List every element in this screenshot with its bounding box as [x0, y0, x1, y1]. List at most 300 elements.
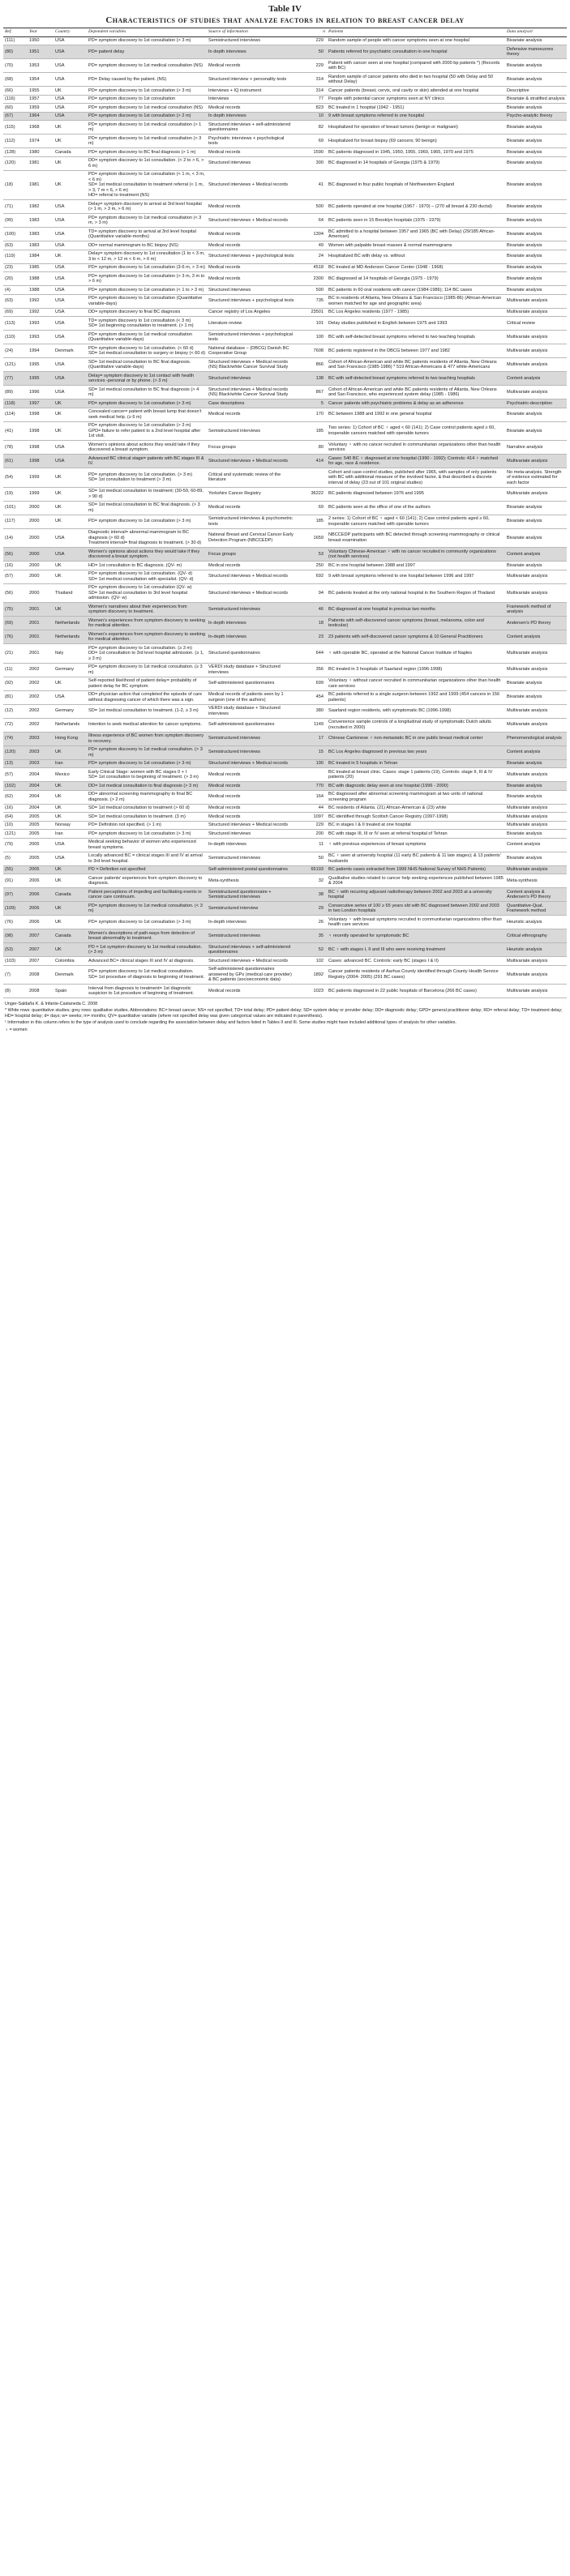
cell-ref: (41): [3, 421, 28, 441]
cell-patients: Two series: 1) Cohort of BC ♀ aged < 60 (141); 2) Case control patients aged ≥ 60, inoperable cancers matched with operable tumors: [327, 421, 505, 441]
cell-source: Semistructured interviews: [207, 732, 296, 745]
cell-ref: (116): [3, 95, 28, 104]
cell-country: Germany: [54, 663, 87, 677]
cell-patients: Consecutive series of 100 ≥ 65 years old with BC diagnosed between 2002 and 2003 in two London hospitals: [327, 902, 505, 916]
cell-patients: Voluntary ♀ without cancer recruited in communitarian organizations other than health care services: [327, 677, 505, 690]
cell-data-analysis: Multivariate analysis: [505, 294, 567, 308]
cell-patients: 23 patients with self-discovered cancer symptoms & 10 General Practitioners: [327, 630, 505, 644]
cell-ref: (69): [3, 617, 28, 630]
table-row: [3, 331, 567, 344]
cell-patients: 9 with breast symptoms referred to one hospital between 1996 and 1997: [327, 570, 505, 583]
cell-country: USA: [54, 112, 87, 121]
table-row: [3, 562, 567, 570]
table-row: [3, 603, 567, 617]
cell-year: 2007: [28, 929, 54, 943]
cell-ref: (101): [3, 501, 28, 515]
cell-year: 2004: [28, 768, 54, 782]
table-row: [3, 241, 567, 250]
table-row: [3, 148, 567, 157]
cell-data-analysis: Multivariate analysis: [505, 644, 567, 664]
cell-dependent-variables: PD= symptom discovery to 1st medical consultation. (< 3 m): [87, 902, 207, 916]
cell-source: In-depth interviews: [207, 838, 296, 852]
table-row: [3, 263, 567, 272]
cell-patients: BC Los Angeles diagnosed in previous two years: [327, 745, 505, 759]
cell-source: Interviews: [207, 95, 296, 104]
cell-dependent-variables: Advanced BC clinical stage= patients with BC stages III & IV.: [87, 455, 207, 468]
cell-dependent-variables: PD= patient delay: [87, 45, 207, 59]
cell-dependent-variables: Self-reported likelihood of patient delay= probability of patient delay for BC symptom.: [87, 677, 207, 690]
cell-data-analysis: Multivariate analysis: [505, 663, 567, 677]
cell-country: UK: [54, 562, 87, 570]
cell-year: 1982: [28, 200, 54, 214]
cell-source: Structured interviews + Medical records: [207, 821, 296, 830]
cell-dependent-variables: PD= symptom discovery to 1st medical consultation (Quantitative variable-days): [87, 331, 207, 344]
cell-data-analysis: Bivariate analysis: [505, 782, 567, 791]
table-row: [3, 386, 567, 399]
cell-n: 644: [296, 644, 327, 664]
cell-country: USA: [54, 241, 87, 250]
cell-country: UK: [54, 399, 87, 408]
cell-source: Literature review: [207, 317, 296, 331]
table-row: [3, 455, 567, 468]
cell-ref: (75): [3, 603, 28, 617]
cell-ref: (114): [3, 408, 28, 421]
cell-n: 23: [296, 630, 327, 644]
cell-n: 10: [296, 112, 327, 121]
cell-patients: BC with self-detected breast symptoms referred to two teaching hospitals: [327, 372, 505, 386]
cell-source: Yorkshire Cancer Registry: [207, 487, 296, 501]
cell-n: 36222: [296, 487, 327, 501]
cell-source: Medical records: [207, 985, 296, 998]
cell-dependent-variables: SD= 1st medical consultation to treatment. (3 m): [87, 813, 207, 822]
cell-patients: NBCCEDP participants with BC detected through screening mammography or clinical breast examination: [327, 528, 505, 548]
cell-dependent-variables: PD= symptom discovery to 1st consultation (> 3 m) GPD= failure to refer patient to a 2nd level hospital after 1st visit.: [87, 421, 207, 441]
cell-dependent-variables: PD= symptom discovery to 1st consultation (> 3 m): [87, 759, 207, 768]
cell-data-analysis: Bivariate analysis: [505, 156, 567, 170]
cell-data-analysis: Bivariate & stratified analysis: [505, 95, 567, 104]
cell-n: 49: [296, 241, 327, 250]
cell-n: 5: [296, 399, 327, 408]
cell-patients: Patient with cancer seen at one hospital (compared with 2000 bp patients *) (Records with BC): [327, 59, 505, 73]
cell-patients: BC patients diagnosed in 1945, 1950, 1955, 1960, 1965, 1970 and 1975: [327, 148, 505, 157]
cell-data-analysis: Defensive manoeuvres theory: [505, 45, 567, 59]
cell-dependent-variables: PD= symptom discovery to 1st medical consultation (NS): [87, 104, 207, 113]
cell-source: Structured interviews + Medical records: [207, 583, 296, 603]
cell-n: 26: [296, 916, 327, 929]
footnotes: [3, 1002, 567, 1032]
cell-n: [296, 768, 327, 782]
column-header-ref: Ref.: [3, 28, 28, 37]
cell-n: 229: [296, 36, 327, 45]
cell-data-analysis: Bivariate analysis: [505, 241, 567, 250]
cell-patients: Voluntary ♀ with breast symptoms recruited in communitarian organizations other than health care services: [327, 916, 505, 929]
cell-source: Self-administered questionnaires: [207, 718, 296, 732]
cell-patients: BC in residents of Atlanta, New Orleans & San Francisco (1985-86) (African-American women matched for age and geographic area): [327, 294, 505, 308]
cell-dependent-variables: PD= symptom discovery to 1st consultation. (< 60 d) SD= 1st medical consultation to surgery or biopsy (< 60 d): [87, 344, 207, 358]
cell-source: Semistructured interviews + psychological tests: [207, 331, 296, 344]
cell-dependent-variables: PD= symptom discovery to 1st consultation (Quantitative variable-days): [87, 294, 207, 308]
cell-n: 380: [296, 704, 327, 718]
cell-data-analysis: Multivariate analysis: [505, 718, 567, 732]
cell-source: Medical records: [207, 272, 296, 286]
cell-ref: (4): [3, 286, 28, 295]
cell-ref: (113): [3, 317, 28, 331]
cell-dependent-variables: PD= symptom discovery to BC final diagnosis (> 1 m): [87, 148, 207, 157]
cell-n: 69: [296, 135, 327, 148]
cell-source: Structured interviews: [207, 286, 296, 295]
cell-country: USA: [54, 317, 87, 331]
cell-ref: (18): [3, 170, 28, 200]
cell-year: 1951: [28, 45, 54, 59]
cell-dependent-variables: Women's opinions about actions they would take if they discovered a breast symptom.: [87, 441, 207, 455]
cell-data-analysis: Bivariate analysis: [505, 286, 567, 295]
cell-year: 1980: [28, 148, 54, 157]
cell-ref: (109): [3, 902, 28, 916]
cell-n: 18: [296, 617, 327, 630]
column-header-year: Year: [28, 28, 54, 37]
cell-dependent-variables: DD= abnormal screening mammography to final BC diagnosis. (> 2 m): [87, 790, 207, 804]
cell-patients: ♀ with operable BC, operated at the National Cancer Institute of Naples: [327, 644, 505, 664]
cell-n: 24: [296, 250, 327, 263]
cell-ref: (100): [3, 228, 28, 241]
cell-data-analysis: Bivariate analysis: [505, 250, 567, 263]
cell-patients: Voluntary Chinese-American ♀ with no cancer recruited in community organizations (not health services): [327, 548, 505, 562]
table-row: [3, 704, 567, 718]
cell-n: 15: [296, 745, 327, 759]
cell-patients: BC treated in 5 hospitals in Tehran: [327, 759, 505, 768]
cell-patients: BC admitted to a hospital between 1957 and 1965 (BC with Delay) (29/185 African-American): [327, 228, 505, 241]
cell-source: Semistructured interview: [207, 902, 296, 916]
cell-data-analysis: Bivariate analysis: [505, 501, 567, 515]
cell-data-analysis: Bivariate analysis: [505, 677, 567, 690]
cell-n: 7608: [296, 344, 327, 358]
cell-ref: (57): [3, 768, 28, 782]
cell-data-analysis: Bivariate analysis: [505, 562, 567, 570]
table-row: [3, 874, 567, 888]
cell-year: 1974: [28, 135, 54, 148]
footnote-women: ♀ = women: [5, 1027, 28, 1032]
cell-patients: BC patients treated at the only national hospital in the Southern Region of Thailand: [327, 583, 505, 603]
table-row: [3, 317, 567, 331]
cell-data-analysis: Multivariate analysis: [505, 704, 567, 718]
cell-ref: (60): [3, 104, 28, 113]
cell-dependent-variables: DD= 1st medical consultation to final diagnosis (> 3 m): [87, 782, 207, 791]
cell-dependent-variables: Cancer patients' experiences from symptom discovery to diagnosis.: [87, 874, 207, 888]
cell-patients: BC ♀ seen at university hospital (11 early BC patients & 11 late stages); & 13 patients' husbands: [327, 852, 505, 865]
cell-year: 1953: [28, 59, 54, 73]
cell-patients: BC patients diagnosed between 1976 and 1995: [327, 487, 505, 501]
cell-patients: BC ♀ with recurring adjuvant radiotherapy between 2002 and 2003 at a university hospital: [327, 888, 505, 902]
cell-dependent-variables: PD= symptom discovery to 1st medical consultation. (> 3 m): [87, 745, 207, 759]
cell-source: In-depth interviews: [207, 630, 296, 644]
cell-n: 101: [296, 317, 327, 331]
cell-source: Structured interviews: [207, 156, 296, 170]
cell-country: USA: [54, 852, 87, 865]
cell-patients: Cohort of African-American and white BC patients residents of Atlanta, New Orleans and San Francisco (1985-1986) * 519 African-Americans & 477 white-Americans: [327, 358, 505, 372]
cell-source: Semistructured interviews: [207, 745, 296, 759]
cell-year: 1997: [28, 399, 54, 408]
cell-ref: (97): [3, 888, 28, 902]
cell-year: 2005: [28, 830, 54, 839]
cell-data-analysis: Bivariate analysis: [505, 135, 567, 148]
cell-source: Semistructured interviews: [207, 421, 296, 441]
cell-country: USA: [54, 263, 87, 272]
cell-ref: (11): [3, 663, 28, 677]
cell-year: 1983: [28, 214, 54, 228]
table-row: [3, 838, 567, 852]
cell-ref: (64): [3, 813, 28, 822]
cell-country: USA: [54, 358, 87, 372]
cell-dependent-variables: SD= 1st medical consultation to treatment; (30-59, 60-89, > 90 d): [87, 487, 207, 501]
cell-patients: BC Los Angeles residents (1977 - 1985): [327, 308, 505, 317]
cell-patients: BC diagnosed at 14 hospitals of Georgia (1975 - 1979): [327, 272, 505, 286]
cell-ref: (120): [3, 156, 28, 170]
cell-dependent-variables: Women's narratives about their experiences from symptom discovery to treatment.: [87, 603, 207, 617]
cell-country: Canada: [54, 148, 87, 157]
cell-ref: (61): [3, 455, 28, 468]
cell-ref: (8): [3, 985, 28, 998]
cell-patients: Patients with self-discovered cancer symptoms (breast, melanoma, colon and testicular): [327, 617, 505, 630]
cell-year: 1988: [28, 272, 54, 286]
cell-n: 17: [296, 732, 327, 745]
table-row: [3, 690, 567, 704]
table-row: [3, 830, 567, 839]
cell-patients: Chinese Cantonese ♀ non-metastatic BC in one public breast medical center: [327, 732, 505, 745]
cell-dependent-variables: PD= symptom discovery to 1st consultation. (> 3 m) SD= 1st consultation to treatment (> 3 m): [87, 468, 207, 488]
cell-patients: BC identified through Scottish Cancer Registry (1997-1998): [327, 813, 505, 822]
cell-source: Structured interviews + Medical records: [207, 455, 296, 468]
cell-source: Medical records: [207, 228, 296, 241]
cell-ref: (72): [3, 718, 28, 732]
cell-year: 2006: [28, 888, 54, 902]
cell-country: USA: [54, 294, 87, 308]
cell-source: Self-administered questionnaires: [207, 677, 296, 690]
cell-data-analysis: Descriptive: [505, 87, 567, 96]
cell-country: UK: [54, 865, 87, 874]
table-row: [3, 821, 567, 830]
cell-country: UK: [54, 408, 87, 421]
cell-country: UK: [54, 790, 87, 804]
cell-patients: BC diagnosed in four public hospitals of Northwestern England: [327, 170, 505, 200]
table-label: Table IV: [268, 4, 302, 14]
cell-ref: (91): [3, 874, 28, 888]
cell-ref: (55): [3, 865, 28, 874]
cell-dependent-variables: PD= symptom discovery to 1st consultation (3-6 m, > 3 m): [87, 263, 207, 272]
cell-dependent-variables: DD= physician action that completed the episode of care without diagnosing cancer of which there was a sign.: [87, 690, 207, 704]
table-row: [3, 865, 567, 874]
cell-year: 1995: [28, 372, 54, 386]
cell-country: USA: [54, 308, 87, 317]
cell-n: 64: [296, 214, 327, 228]
cell-country: UK: [54, 943, 87, 957]
cell-source: VERDI study database + Structured interviews: [207, 663, 296, 677]
cell-ref: (21): [3, 644, 28, 664]
cell-country: UK: [54, 501, 87, 515]
cell-year: 2005: [28, 813, 54, 822]
cell-n: 1023: [296, 985, 327, 998]
cell-source: In depth interviews: [207, 617, 296, 630]
table-row: [3, 399, 567, 408]
cell-patients: BC patients diagnosed in 22 public hospitals of Barcelona (266 BC cases): [327, 985, 505, 998]
cell-country: USA: [54, 838, 87, 852]
cell-data-analysis: Bivariate analysis: [505, 690, 567, 704]
cell-data-analysis: No meta-analysis. Strength of evidence estimated for each factor: [505, 468, 567, 488]
cell-source: National database – (DBCG) Danish BC Cooperative Group: [207, 344, 296, 358]
cell-n: 1892: [296, 965, 327, 985]
cell-data-analysis: Multivariate analysis: [505, 768, 567, 782]
cell-n: 77: [296, 95, 327, 104]
table-row: [3, 487, 567, 501]
cell-data-analysis: Multivariate analysis: [505, 344, 567, 358]
cell-dependent-variables: PD= symptom discovery to 1st medical consultation. SD= 1st procedure of diagnosis to beginning of treatment.: [87, 965, 207, 985]
table-row: [3, 228, 567, 241]
cell-dependent-variables: Illness experience of BC women from symptom discovery to recovery.: [87, 732, 207, 745]
cell-n: 823: [296, 104, 327, 113]
cell-year: 1999: [28, 468, 54, 488]
cell-dependent-variables: PD= symptom discovery to 1st consultation (> 3 m, 3 m to > 6 m): [87, 272, 207, 286]
column-header-source: Source of information: [207, 28, 296, 37]
table-row: [3, 344, 567, 358]
cell-year: 2003: [28, 759, 54, 768]
cell-patients: BC patients referred to a single surgeon between 1992 and 1999 (454 cancers in 156 patients): [327, 690, 505, 704]
cell-country: UK: [54, 156, 87, 170]
cell-year: 2007: [28, 957, 54, 966]
table-row: [3, 528, 567, 548]
cell-n: 102: [296, 957, 327, 966]
cell-patients: BC diagnosed at one hospital in previous two months: [327, 603, 505, 617]
cell-patients: Cancer patients (breast, cervix, oral cavity or skin) attended at one hospital: [327, 87, 505, 96]
cell-data-analysis: Bivariate analysis: [505, 830, 567, 839]
cell-ref: (20): [3, 272, 28, 286]
table-row: [3, 916, 567, 929]
cell-dependent-variables: Women's experiences from symptom discovery to seeking for medical attention.: [87, 630, 207, 644]
table-row: [3, 308, 567, 317]
table-row: [3, 358, 567, 372]
cell-country: UK: [54, 804, 87, 813]
cell-n: 200: [296, 830, 327, 839]
cell-n: 314: [296, 87, 327, 96]
cell-ref: (14): [3, 528, 28, 548]
cell-patients: Women with palpable breast masses & normal mammograms: [327, 241, 505, 250]
cell-year: 1992: [28, 294, 54, 308]
cell-year: 2002: [28, 704, 54, 718]
cell-dependent-variables: PD= symptom discovery to 1st consultation: [87, 95, 207, 104]
cell-patients: Hospitalized for breast biopsy (69 cancers; 90 benign): [327, 135, 505, 148]
cell-dependent-variables: PD= symptom discovery to 1st consultation (QV- w) SD= 1st medical consultation to 3rd level hospital admission. (QV- w): [87, 583, 207, 603]
cell-patients: BC patients in 60 oral residents with cancer (1984-1986); 114 BC cases: [327, 286, 505, 295]
table-row: [3, 501, 567, 515]
cell-n: 52: [296, 943, 327, 957]
cell-data-analysis: Multivariate analysis: [505, 358, 567, 372]
cell-n: 100: [296, 331, 327, 344]
cell-n: 190: [296, 759, 327, 768]
cell-n: 69: [296, 501, 327, 515]
cell-ref: (56): [3, 583, 28, 603]
cell-dependent-variables: SD= 1st medical consultation to BC final diagnosis. (> 3 m): [87, 501, 207, 515]
cell-country: UK: [54, 603, 87, 617]
cell-data-analysis: Multivariate analysis: [505, 570, 567, 583]
column-header-dependent-variables: Dependent variables: [87, 28, 207, 37]
cell-n: 2300: [296, 272, 327, 286]
table-row: [3, 468, 567, 488]
cell-year: 1993: [28, 331, 54, 344]
cell-ref: (5): [3, 852, 28, 865]
cell-year: 2001: [28, 617, 54, 630]
cell-source: In-depth interviews: [207, 916, 296, 929]
cell-n: 500: [296, 286, 327, 295]
cell-year: 1988: [28, 286, 54, 295]
cell-dependent-variables: Delay= symptom discovery to 1st contact with health services -personal or by phone. (> 3 m): [87, 372, 207, 386]
cell-year: 2002: [28, 718, 54, 732]
table-row: [3, 515, 567, 528]
cell-source: Semistructured questionnaire + Semistructured interviews: [207, 888, 296, 902]
cell-patients: BC treated in 1 hospital (1942 - 1951): [327, 104, 505, 113]
cell-source: Case descriptions: [207, 399, 296, 408]
cell-data-analysis: Multivariate analysis: [505, 813, 567, 822]
cell-source: Structured interviews + Medical records: [207, 170, 296, 200]
cell-ref: (119): [3, 250, 28, 263]
cell-ref: (74): [3, 732, 28, 745]
cell-n: 185: [296, 421, 327, 441]
cell-data-analysis: Bivariate analysis: [505, 228, 567, 241]
cell-source: Psychiatric interviews + psychological tests: [207, 135, 296, 148]
table-row: [3, 718, 567, 732]
table-row: [3, 732, 567, 745]
cell-country: UK: [54, 782, 87, 791]
table-row: [3, 112, 567, 121]
cell-source: Semistructured interviews: [207, 36, 296, 45]
table-row: [3, 59, 567, 73]
cell-data-analysis: Quantitative-Qual. Framework method: [505, 902, 567, 916]
cell-source: Structured interviews + Medical records: [207, 570, 296, 583]
cell-n: 1590: [296, 148, 327, 157]
cell-dependent-variables: DD= symptom discovery to final BC diagnosis: [87, 308, 207, 317]
cell-n: 82: [296, 121, 327, 135]
cell-country: UK: [54, 121, 87, 135]
cell-source: Focus groups: [207, 441, 296, 455]
cell-country: USA: [54, 200, 87, 214]
cell-data-analysis: Bivariate analysis: [505, 121, 567, 135]
cell-country: USA: [54, 36, 87, 45]
cell-data-analysis: Bivariate analysis: [505, 214, 567, 228]
cell-country: USA: [54, 272, 87, 286]
cell-year: 2004: [28, 782, 54, 791]
cell-n: 65193: [296, 865, 327, 874]
cell-country: Canada: [54, 888, 87, 902]
cell-ref: (7): [3, 965, 28, 985]
cell-year: 1996: [28, 386, 54, 399]
cell-n: 770: [296, 782, 327, 791]
cell-country: USA: [54, 214, 87, 228]
cell-data-analysis: Critical ethnography: [505, 929, 567, 943]
cell-source: Semistructured interviews & psychometric tests: [207, 515, 296, 528]
cell-source: Focus groups: [207, 548, 296, 562]
cell-n: 94: [296, 583, 327, 603]
cell-source: In depth interviews: [207, 45, 296, 59]
table-header: [3, 28, 567, 37]
cell-data-analysis: Narrative analysis: [505, 441, 567, 455]
table-row: [3, 104, 567, 113]
cell-ref: (81): [3, 690, 28, 704]
cell-source: Medical records of patients seen by 1 surgeon (one of the authors): [207, 690, 296, 704]
cell-country: Spain: [54, 985, 87, 998]
table-row: [3, 95, 567, 104]
cell-country: Netherlands: [54, 617, 87, 630]
cell-dependent-variables: PD= symptom discovery to 1st consultation (> 2 m): [87, 112, 207, 121]
cell-dependent-variables: HD= 1st consultation to BC diagnosis. (QV- m): [87, 562, 207, 570]
table-row: [3, 570, 567, 583]
cell-ref: (102): [3, 782, 28, 791]
